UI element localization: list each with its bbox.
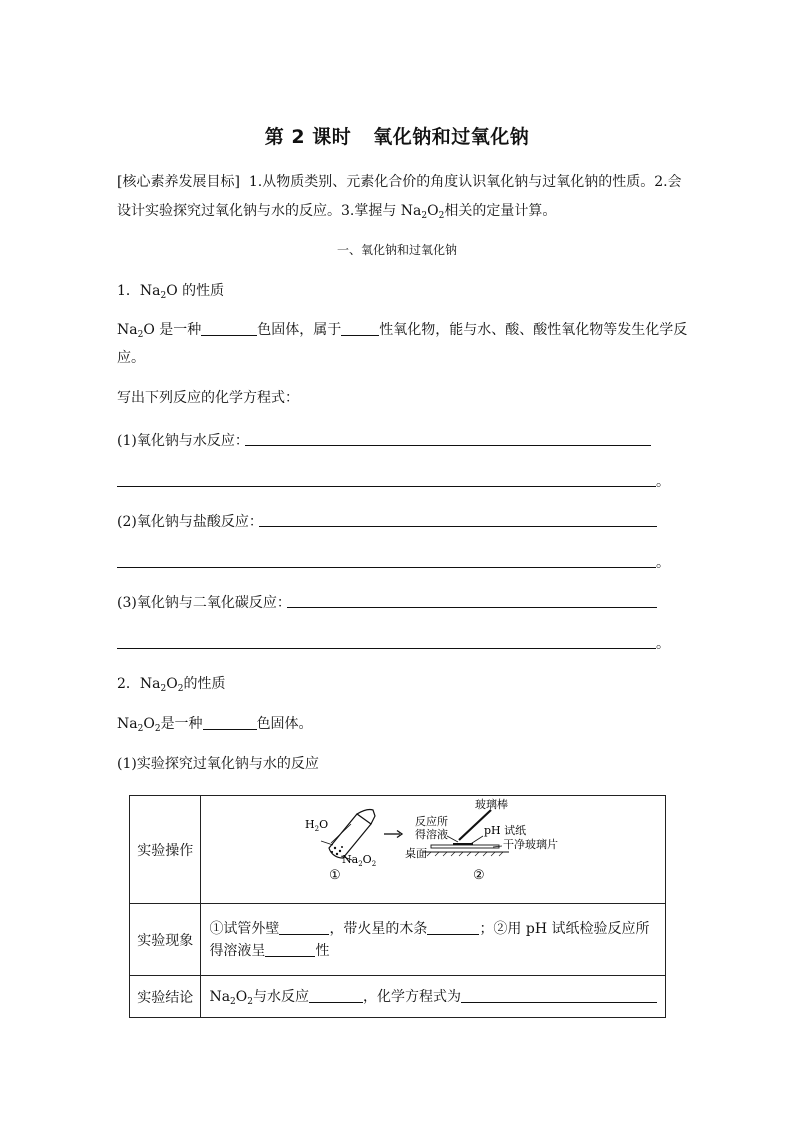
- reaction-1-answer-line-1[interactable]: [245, 445, 651, 446]
- reaction-3-answer-line-1[interactable]: [287, 607, 657, 608]
- page-title: [0, 122, 794, 149]
- row-label-operation: 实验操作: [130, 796, 201, 904]
- reaction-3-label: (3)氧化钠与二氧化碳反应：: [117, 595, 291, 611]
- reaction-3-answer-line-2[interactable]: [117, 648, 656, 649]
- na2o2-description: $Na_2O_2$是一种 色固体。: [117, 716, 313, 734]
- glass-plate-icon: [431, 843, 499, 848]
- section-title: 一、氧化钠和过氧化钠: [336, 243, 457, 257]
- na2o-description: $Na_2O$ 是一种 色固体，属于 性氧化物，能与水、酸、酸性氧化物等发生化学反: [117, 322, 688, 340]
- equation-prompt: 写出下列反应的化学方程式：: [117, 390, 299, 406]
- reaction-2-period: 。: [656, 555, 670, 571]
- conclusion-cell: $Na_2O_2$与水反应 ，化学方程式为: [201, 976, 666, 1018]
- goals-line-2: 设计实验探究过氧化钠与水的反应。3.掌握与 $Na_2O_2$相关的定量计算。: [117, 203, 557, 221]
- lesson-number: 第 2 课时: [264, 126, 352, 148]
- tube-wall-blank[interactable]: [279, 920, 329, 935]
- reaction-1-period: 。: [656, 474, 670, 490]
- reaction-1-answer-line-2[interactable]: [117, 486, 656, 487]
- desk-label: 桌面: [405, 847, 428, 860]
- lesson-topic: 氧化钠和过氧化钠: [373, 126, 530, 148]
- operation-diagram-cell: [201, 796, 666, 904]
- step-1-label: ①: [329, 868, 342, 883]
- phenomenon-cell: ①试管外壁 ，带火星的木条 ；②用 pH 试纸检验反应所 得溶液呈 性: [201, 904, 666, 976]
- solution-property-blank[interactable]: [265, 942, 315, 957]
- reaction-1-label: (1)氧化钠与水反应：: [117, 433, 249, 449]
- goals-label: [核心素养发展目标]: [117, 174, 240, 190]
- row-operation: [130, 796, 666, 904]
- color-blank[interactable]: [201, 321, 257, 336]
- na2o2-color-blank[interactable]: [203, 715, 257, 730]
- equation-blank[interactable]: [461, 988, 657, 1003]
- oxide-type-blank[interactable]: [341, 321, 379, 336]
- row-label-phenomenon: 实验现象: [130, 904, 201, 976]
- reaction-2-answer-line-1[interactable]: [259, 526, 657, 527]
- na2o2-heading: 2．$Na_2O_2$的性质: [117, 676, 226, 694]
- desk-icon: [423, 852, 509, 856]
- clean-glass-label: 干净玻璃片: [503, 838, 559, 851]
- experiment-diagram: [201, 796, 663, 899]
- ph-paper-label: pH 试纸: [484, 824, 527, 837]
- row-phenomenon: [130, 904, 666, 976]
- experiment-title: (1)实验探究过氧化钠与水的反应: [117, 756, 319, 772]
- na2o2-label: $Na_2O_2$: [342, 853, 377, 868]
- arrow-right-icon: [384, 831, 402, 838]
- row-label-conclusion: 实验结论: [130, 976, 201, 1018]
- reaction-3-period: 。: [656, 636, 670, 652]
- na2o-heading: 1．$Na_2O$ 的性质: [117, 283, 225, 301]
- goals-line-1: [核心素养发展目标] 1.从物质类别、元素化合价的角度认识氧化钠与过氧化钠的性质。2.会: [117, 174, 682, 190]
- na2o-description-line-2: 应。: [117, 350, 145, 366]
- row-conclusion: [130, 976, 666, 1018]
- solution-label-2: 得溶液: [415, 828, 449, 841]
- experiment-table: [129, 795, 666, 1018]
- glass-rod-label: 玻璃棒: [475, 798, 509, 811]
- reaction-blank[interactable]: [309, 988, 363, 1003]
- step-2-label: ②: [473, 868, 486, 883]
- solution-label-1: 反应所: [415, 815, 449, 828]
- water-label: $H_2O$: [305, 818, 329, 833]
- reaction-2-answer-line-2[interactable]: [117, 567, 656, 568]
- reaction-2-label: (2)氧化钠与盐酸反应：: [117, 514, 263, 530]
- splint-blank[interactable]: [427, 920, 479, 935]
